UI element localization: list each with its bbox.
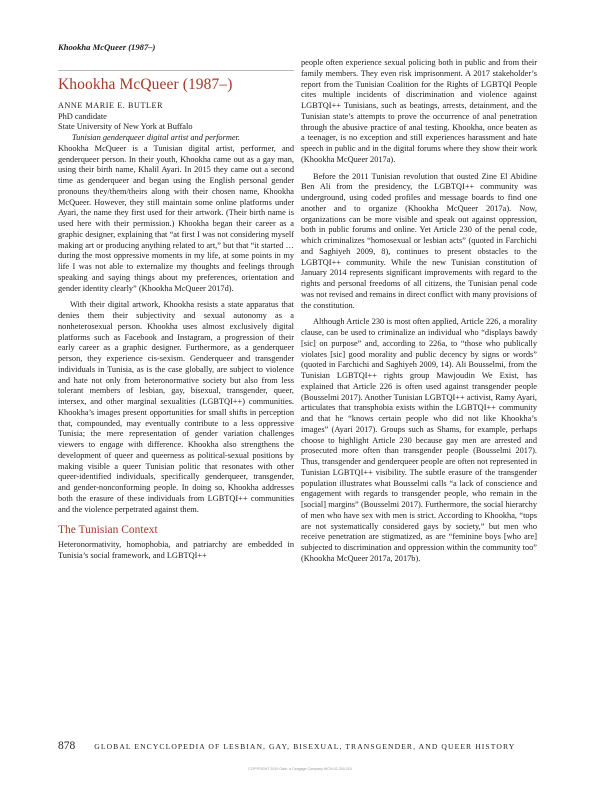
body-paragraph: Before the 2011 Tunisian revolution that ousted Zine El Abidine Ben Ali from the presidency, the LGBTQI++ community was underground, using coded profiles and message boards to find one another and to organize (Khookha McQueer 2017a). Now, organizations can be more visible and speak out against oppression, both in public forums and online. Yet Article 230 of the penal code, which criminalizes “homosexual or lesbian acts” (quoted in Farchichi and Saghiyeh 2009, 8), continues to present obstacles to the LGBTQI++ community. While the new Tunisian constitution of January 2014 represents significant improvements with regard to the rights and personal freedoms of all citizens, the Tunisian penal code was not revised and remains in direct conflict with many provisions of the constitution.: [301, 171, 537, 310]
body-paragraph: With their digital artwork, Khookha resists a state apparatus that denies them their subjectivity and sexual autonomy as a nonheterosexual person. Khookha uses almost exclusively digital platforms such as Facebook and Instagram, a progression of their early career as a graphic designer. Furthermore, as a genderqueer person, they experience cis-sexism. Genderqueer and transgender individuals in Tunisia, as is the case globally, are subject to violence and hate not only from heteronormative society but also from less tolerant members of lesbian, gay, bisexual, transgender, queer, intersex, and other marginal sexualities (LGBTQI++) communities. Khookha’s images present opportunities for small shifts in perception that, compounded, may eventually contribute to a less oppressive Tunisia; the mere representation of gender variation challenges viewers to engage with difference. Khookha also strengthens the development of queer and queerness as political-sexual positions by making visible a queer Tunisian politic that resonates with other queer-identified individuals, specifically genderqueer, transgender, and gender-nonconforming people. In doing so, Khookha addresses both the erasure of these individuals from LGBTQI++ communities and the violence perpetrated against them.: [58, 300, 294, 514]
author-affiliation: State University of New York at Buffalo: [58, 122, 193, 132]
body-paragraph: Khookha McQueer is a Tunisian digital artist, performer, and genderqueer person. In their youth, Khookha came out as a gay man, using their birth name, Khalil Ayari. In 2015 they came out a second time as genderqueer and began using the English personal gender pronouns they/them/theirs along with their chosen name, Khookha McQueer. However, they still maintain some online platforms under Ayari, the name they first used for their artwork. (Their birth name is used here with their permission.) Khookha began their career as a graphic designer, explaining that “at first I was not considering myself making art or producing anything related to art,” but that “it started … during the most oppressive moments in my life, at some points in my life I was not able to externalize my thoughts and feelings through speaking and saying things about my preferences, orientation and gender identity clearly” (Khookha McQueer 2017d).: [58, 143, 294, 293]
section-heading: The Tunisian Context: [58, 524, 158, 537]
author-role: PhD candidate: [58, 111, 107, 121]
body-paragraph: Heteronormativity, homophobia, and patriarchy are embedded in Tunisia’s social framework, and LGBTQI++: [58, 540, 294, 560]
abstract: Tunisian genderqueer digital artist and performer.: [72, 133, 240, 142]
running-head: Khookha McQueer (1987–): [58, 42, 156, 52]
left-column: [58, 62, 294, 562]
page-footer: [58, 740, 558, 752]
right-column: [301, 58, 537, 565]
page-number: 878: [58, 740, 76, 752]
body-paragraph: Although Article 230 is most often applied, Article 226, a morality clause, can be used to criminalize an individual who “displays bawdy [sic] on purpose” and, according to 226a, to “those who publically violates [sic] good morality and public decency by signs or words” (quoted in Farchichi and Saghiyeh 2009, 14). Ali Bousselmi, from the Tunisian LGBTQI++ rights group Mawjoudin We Exist, has explained that Article 226 is often used against transgender people (Bousselmi 2017). Another Tunisian LGBTQI++ activist, Ramy Ayari, articulates that transphobia exists within the LGBTQI++ community and that he “knows certain people who did not like Khookha’s images” (Ayari 2017). Groups such as Shams, for example, perhaps choose to highlight Article 230 because gay men are arrested and prosecuted more often than transgender people (Bousselmi 2017). Thus, transgender and genderqueer people are often not represented in Tunisian LGBTQI++ visibility. The subtle erasure of the transgender population illustrates what Bousselmi calls “a lack of conscience and engagement with regards to transgender people, who remain in the [social] margins” (Bousselmi 2017). Furthermore, the social hierarchy of men who have sex with men is strict. According to Khookha, “tops are not systematically considered gays by society,” but men who receive penetration are stigmatized, as are “feminine boys [who are] subjected to discrimination and oppression within the community too” (Khookha McQueer 2017a, 2017b).: [301, 317, 537, 563]
article-title: Khookha McQueer (1987–): [58, 76, 233, 93]
author-name: ANNE MARIE E. BUTLER: [58, 100, 164, 110]
body-paragraph: people often experience sexual policing both in public and from their family members. They even risk imprisonment. A 2017 stakeholder’s report from the Tunisian Coalition for the Rights of LGBTQI People cites multiple incidents of discrimination and violence against LGBTQI++ Tunisians, such as beatings, arrests, detainment, and the Tunisian state’s attempts to prove the occurrence of anal penetration through the abusive practice of anal testing. Khookha, once beaten as a teenager, is no exception and still experiences harassment and hate speech in public and in the digital forums where they show their work (Khookha McQueer 2017a).: [301, 58, 537, 164]
copyright-line: COPYRIGHT 2019 Gale, a Cengage Company WCN 02-200-210: [248, 767, 352, 771]
publication-title: GLOBAL ENCYCLOPEDIA OF LESBIAN, GAY, BISEXUAL, TRANSGENDER, AND QUEER HISTORY: [94, 742, 516, 751]
